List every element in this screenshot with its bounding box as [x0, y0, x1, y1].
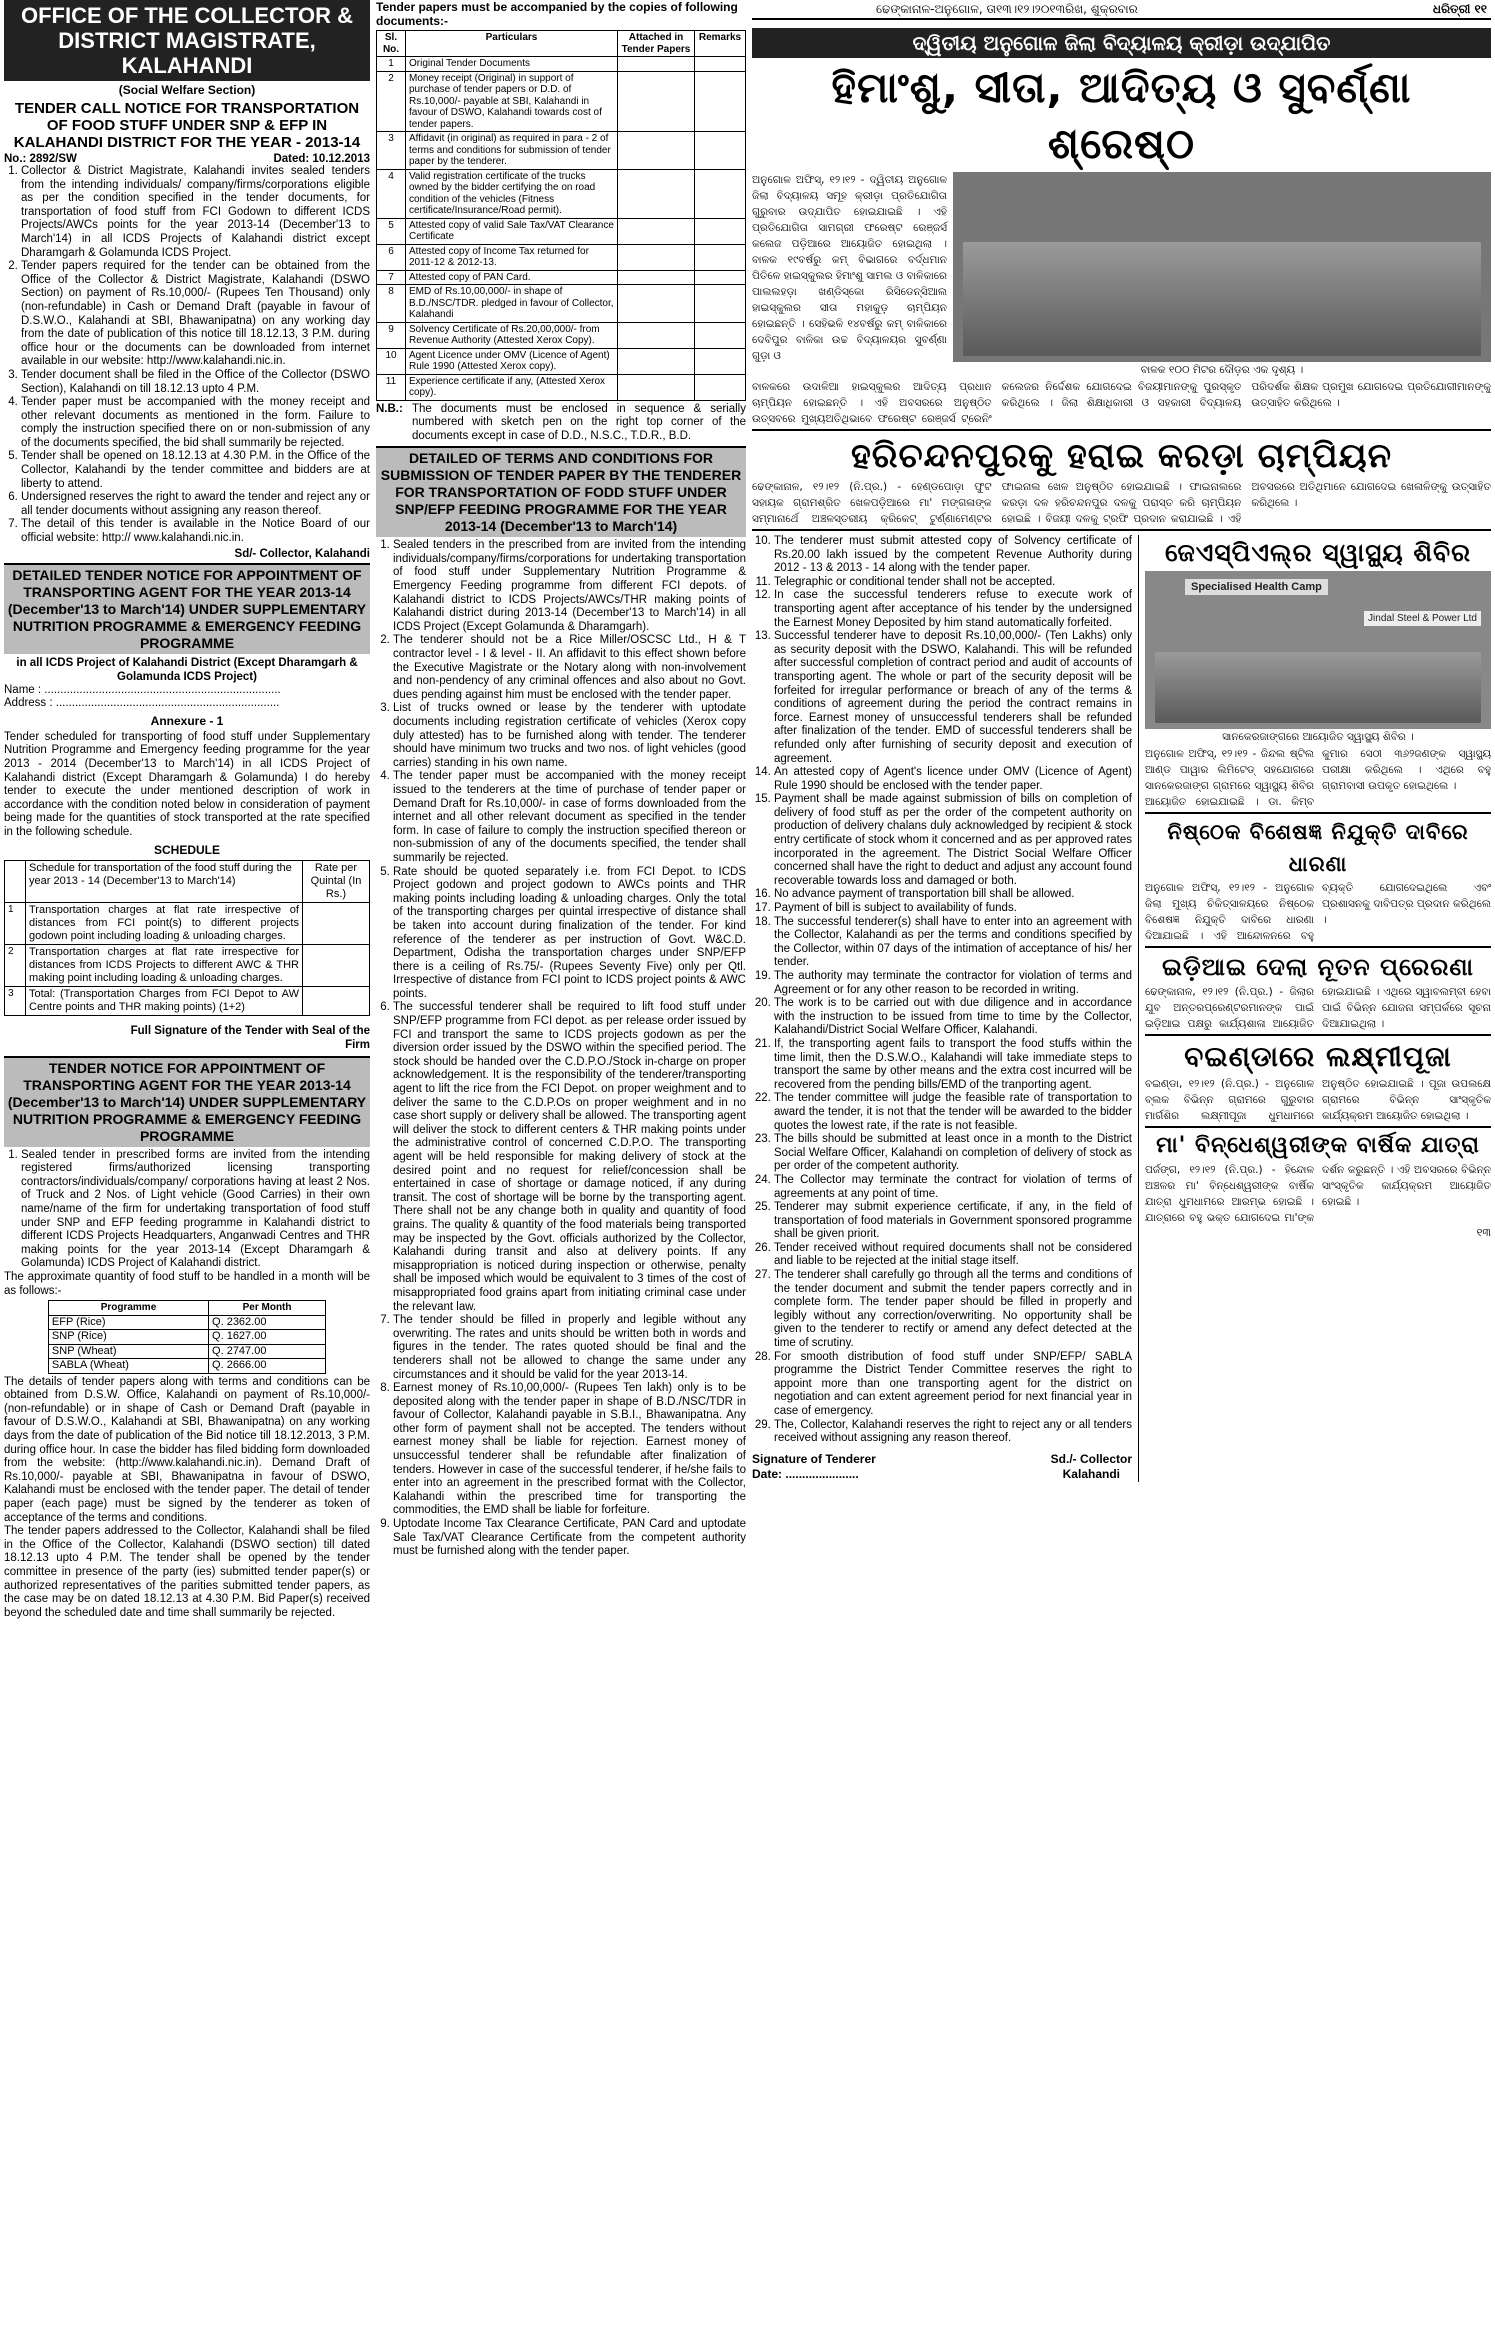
- qty-programme: SABLA (Wheat): [48, 1359, 208, 1374]
- doc-sl: 6: [377, 244, 406, 270]
- annexure-text: Tender scheduled for transporting of food stuff under Supplementary Nutrition Programme and Emergency feeding programme for the year 2013 - 2014 (December'13 to March'14) in all ICDS Project of Kalahandi district (Except Dharamgarh & Golamunda) I do hereby tender to execute the under mentioned description of work in accordance with the condition noted below in consideration of payment being made for the quantities of stock transported at the rate specified in the following schedule.: [4, 730, 370, 838]
- doc-row: [377, 71, 746, 132]
- term-item: 5. Rate should be quoted separately i.e. from FCI Depot. to ICDS Project godown and project godown to AWCs points and THR making points including loading & unloading charges. Only the total of the transporting charges per quintal irrespective of distance shall be taken into account during finalization of the tender. For kind reference of the tenderer as per instruction of Govt. W&C.D. Department, Odisha the transportation charges under SNP/EFP there is a ceiling of Rs.75/- (Rupees Seventy Five) only per Qtl. Irrespective of distance from FCI point to ICDS project points & AWC points.: [393, 866, 746, 1002]
- signature-collector: Sd./- Collector: [1050, 1451, 1132, 1466]
- doc-attached: [618, 169, 695, 218]
- doc-row: [377, 270, 746, 285]
- full-signature: Full Signature of the Tender with Seal of the Firm: [130, 1024, 370, 1051]
- nb-note: [376, 403, 746, 444]
- term-item: 4. The tender paper must be accompanied with the money receipt issued to the tenderers at the time of purchase of tender paper or Demand Draft for Rs.10,000/- in case of forms downloaded from the internet and all other relevant document as specified in the tender form. In case of failure to comply the instruction specified thereon or non-submission of any of the documents specified, the tender shall summarily be rejected.: [393, 770, 746, 865]
- health-photo-banner: Specialised Health Camp: [1185, 579, 1328, 595]
- lakshmi-headline: ବଇଣ୍ଡାରେ ଲକ୍ଷ୍ମୀପୂଜା: [1184, 1040, 1452, 1073]
- doc-row: [377, 132, 746, 170]
- terms-title: DETAILED OF TERMS AND CONDITIONS FOR SUBMISSION OF TENDER PAPER BY THE TENDERER FOR TRANSPORTATION OF FODD STUFF UNDER SNP/EFP FEEDING PROGRAMME FOR THE YEAR 2013-14 (December'13 to March'14): [376, 446, 746, 537]
- divider: [752, 429, 1491, 431]
- collector-signature: Sd/- Collector, Kalahandi: [234, 547, 370, 560]
- nb-label: N.B.:: [376, 402, 403, 415]
- doc-attached: [618, 285, 695, 323]
- doc-sl: 8: [377, 285, 406, 323]
- doc-remarks: [695, 218, 746, 244]
- name-line: Name : ..........................................................................: [4, 683, 281, 696]
- term-item: 18. The successful tenderer(s) shall have to enter into an agreement with the Collector, Kalahandi as per the terms and conditions specified by the Collector, within 07 days of the intimation of acceptance of his/ her tender.: [774, 916, 1132, 970]
- lower-section: [752, 535, 1491, 1482]
- schedule-title: SCHEDULE: [153, 842, 220, 857]
- doc-remarks: [695, 374, 746, 400]
- detailed-notice-title: DETAILED TENDER NOTICE FOR APPOINTMENT OF TRANSPORTING AGENT FOR THE YEAR 2013-14 (December'13 to March'14) UNDER SUPPLEMENTARY NUTRITION PROGRAMME & EMERGENCY FEEDING PROGRAMME: [4, 563, 370, 654]
- term-item: 9. Uptodate Income Tax Clearance Certificate, PAN Card and uptodate Sale Tax/VAT Clearance Certificate from the competent authority must be furnished along with the tender paper.: [393, 1518, 746, 1559]
- terms-list-continued: [752, 535, 1132, 1446]
- notice-point: 7. The detail of this tender is available in the Notice Board of our official website: http:// www.kalahandi.nic.in.: [21, 518, 370, 545]
- schedule-row-desc: Transportation charges at flat rate irrespective of distances from FCI point(s) to different projects godown point including loading & unloading charges.: [26, 902, 303, 944]
- dharna-headline: ନିଷ୍ଠେକ ବିଶେଷଜ୍ଞ ନିଯୁକ୍ତି ଦାବିରେ ଧାରଣା: [1167, 820, 1469, 876]
- schedule-table: [4, 860, 370, 1016]
- header-date: ଢେଙ୍କାନାଳ-ଅନୁଗୋଳ, ତା୧୩।୧୨।୨୦୧୩ରିଖ, ଶୁକ୍ରବାର: [876, 2, 1138, 16]
- term-item: 22. The tender committee will judge the feasible rate of transportation to award the tender, it is not that the tender will be awarded to the bidder quotes the lowest rate, if the rate is not feasible.: [774, 1092, 1132, 1133]
- doc-sl: 5: [377, 218, 406, 244]
- term-item: 3. List of trucks owned or lease by the tenderer with uptodate documents including registration certificate of vehicles (Xerox copy duly attested) has to be furnished along with tender. The tenderer should have minimum two trucks and two nos. of light vehicles (good carries) standing in his own name.: [393, 702, 746, 770]
- column-1: [4, 0, 370, 2330]
- qty-head-programme: Programme: [48, 1301, 208, 1316]
- sports-photo-wrap: [953, 172, 1491, 377]
- notice2-qty-intro: The approximate quantity of food stuff to be handled in a month will be as follows:-: [4, 1270, 370, 1297]
- section-subtitle: (Social Welfare Section): [118, 83, 256, 97]
- sports-caption: ବାଳକ ୧୦୦ ମିଟର ଦୌଡ଼ର ଏକ ଦୃଶ୍ୟ ।: [1140, 364, 1304, 376]
- term-item: 12. In case the successful tenderers refuse to execute work of transporting agent after acceptance of his tender by the undersigned the Earnest Money Deposited by him stand automatically forfeited.: [774, 589, 1132, 630]
- doc-particulars: Experience certificate if any, (Attested Xerox copy).: [406, 374, 618, 400]
- doc-attached: [618, 374, 695, 400]
- health-caption: ସାନକେରଜାଙ୍ଗରେ ଆୟୋଜିତ ସ୍ୱାସ୍ଥ୍ୟ ଶିବିର ।: [1222, 731, 1414, 743]
- doc-row: [377, 218, 746, 244]
- divider: [752, 529, 1491, 531]
- doc-head-remarks: Remarks: [695, 31, 746, 57]
- sports-headline: ହିମାଂଶୁ, ସୀତା, ଆଦିତ୍ୟ ଓ ସୁବର୍ଣ୍ଣା ଶ୍ରେଷ୍ଠ: [831, 63, 1412, 168]
- schedule-row: [5, 986, 370, 1015]
- doc-remarks: [695, 57, 746, 72]
- signature-date: Date: ......................: [752, 1466, 859, 1481]
- term-item: 11. Telegraphic or conditional tender shall not be accepted.: [774, 576, 1132, 590]
- qty-per-month: Q. 2747.00: [209, 1344, 326, 1359]
- term-item: 21. If, the transporting agent fails to transport the food stuffs within the time limit, then the D.S.W.O., Kalahandi will take immediate steps to transport the same by other means and the extra cost incurred will be recovered from the pending bills/EMD of the tranporting agent.: [774, 1038, 1132, 1092]
- term-item: 29. The, Collector, Kalahandi reserves the right to reject any or all tenders received without assigning any reason thereof.: [774, 1419, 1132, 1446]
- schedule-head-rate: Rate per Quintal (In Rs.): [303, 860, 370, 902]
- sports-story-cont: ବାଳକରେ ଉଦାଳିଆ ହାଇସ୍କୁଲର ଆଦିତ୍ୟ ପ୍ରଧାନ ଚାମ୍ପିୟନ ହୋଇଛନ୍ତି । ଏହି ଅବସରରେ ଅନୁଷ୍ଠିତ ଉତ୍ସବରେ ମୁଖ୍ୟଅତିଥିଭାବେ ଫରେଷ୍ଟ ରେଞ୍ଜର୍ସ ଟ୍ରେନିଂ କଲେଜର ନିର୍ଦ୍ଦେଶକ ଯୋଗଦେଇ ବିଜୟୀମାନଙ୍କୁ ପୁରସ୍କୃତ କରିଥିଲେ । ଜିଲା ଶିକ୍ଷାଧିକାରୀ ଓ ସହକାରୀ ବିଦ୍ୟାଳୟ ପରିଦର୍ଶକ ଶିକ୍ଷକ ପ୍ରମୁଖ ଯୋଗଦେଇ ପ୍ରତିଯୋଗୀମାନଙ୍କୁ ଉତ୍ସାହିତ କରିଥିଲେ ।: [752, 381, 1491, 425]
- cricket-story: ଢେଙ୍କାନାଳ, ୧୨।୧୨ (ନି.ପ୍ର.) - ହେଣ୍ଡପୋଡ଼ା ଫୁଟ ସହାୟକ ଗ୍ରାମଶ୍ରିତ ଖେଳପଡ଼ିଆରେ ମା' ମଙ୍ଗଳାଙ୍କ ସମ୍ମାନାର୍ଥେ ଅଞ୍ଚଳସ୍ତରୀୟ କ୍ରିକେଟ୍ ଟୁର୍ଣ୍ଣାମେଣ୍ଟର ଫାଇନାଲ ଖେଳ ଅନୁଷ୍ଠିତ ହୋଇଯାଇଛି । ଫାଇନାଲରେ କରଡ଼ା ଦଳ ହରିଚନ୍ଦନପୁର ଦଳକୁ ପରାସ୍ତ କରି ଚାମ୍ପିୟନ ହୋଇଛି । ବିଜୟୀ ଦଳକୁ ଟ୍ରଫି ପ୍ରଦାନ କରାଯାଇଛି । ଏହି ଅବସରରେ ଅତିଥିମାନେ ଯୋଗଦେଇ ଖେଳାଳିଙ୍କୁ ଉତ୍ସାହିତ କରିଥିଲେ ।: [752, 481, 1491, 525]
- doc-sl: 11: [377, 374, 406, 400]
- term-item: 6. The successful tenderer shall be required to lift food stuff under SNP/EFP programme from FCI depot. as per release order issued by FCI and transport the same to ICDS projects godown as per the diversion order issued by the DSWO within the specified period. The stock should be handed over the C.D.P.O./Stock in-charge on proper acknowledgement. It is the responsibility of the tenderer/transporting agent to lift the rice from the FCI Depot. on proper weighment and to deliver the same to the C.D.P.Os on proper weighment and in no case short supply or delivery shall be allowed. The transporting agent will deliver the stock to different centers & THR making points under the administrative control of concerned C.D.P.O. The transporting agent will be held responsible for making delivery of stock at the desired point and no request for relief/concession shall be entertained in case of shortage or damage noticed, if any during transit. The cost of shortage will be borne by the transporting agent. There shall not be any change both in quality and quantity of food grains. The quality & quantity of the food materials being transported may be inspected by the Govt. officials authorized by the Collector, Kalahandi during transit and also at delivery points. If any misappropriation is noticed during inspection or otherwise, penalty shall be imposed which would be equivalent to 3 times of the cost of misappropriated food grains apart from initiating criminal case under the relevant law.: [393, 1001, 746, 1314]
- qty-programme: SNP (Rice): [48, 1330, 208, 1345]
- terms-continued: [752, 535, 1139, 1482]
- term-item: 14. An attested copy of Agent's licence under OMV (Licence of Agent) Rule 1990 should be enclosed with the tender paper.: [774, 766, 1132, 793]
- term-item: 25. Tenderer may submit experience certificate, if any, in the field of transportation of food materials in Government sponsored programme shall be given priorit.: [774, 1201, 1132, 1242]
- header-page-no: ଧରିତ୍ରୀ ୧୧: [1432, 2, 1487, 16]
- qty-programme: EFP (Rice): [48, 1315, 208, 1330]
- doc-row: [377, 374, 746, 400]
- schedule-row: [5, 944, 370, 986]
- doc-attached: [618, 71, 695, 132]
- notice-number: No.: 2892/SW: [4, 153, 77, 165]
- term-item: 24. The Collector may terminate the contract for violation of terms of agreements at any point of time.: [774, 1174, 1132, 1201]
- term-item: 17. Payment of bill is subject to availability of funds.: [774, 902, 1132, 916]
- sports-banner: ଦ୍ୱିତୀୟ ଅନୁଗୋଳ ଜିଲା ବିଦ୍ୟାଳୟ କ୍ରୀଡ଼ା ଉଦ୍‌ଯାପିତ: [752, 28, 1491, 58]
- doc-particulars: Affidavit (in original) as required in para - 2 of terms and conditions for submission of tender paper by the tenderer.: [406, 132, 618, 170]
- doc-row: [377, 285, 746, 323]
- doc-row: [377, 244, 746, 270]
- term-item: 8. Earnest money of Rs.10,00,000/- (Rupees Ten lakh) only is to be deposited along with the tender paper in shape of B.D./NSC/TDR in favour of Collector, Kalahandi payable in S.B.I., Bhawanipatna. Any other form of payment shall not be accepted. The tenders without earnest money shall be liable for rejection. Earnest money of unsuccessful tenderer shall be refundable after finalization of tenders. However in case of the successful tenderer, if he/she fails to enter into an agreement in the prescribed format with the Collector, Kalahandi within the prescribed time for transporting the commodities, the EMD shall be liable for forfeiture.: [393, 1382, 746, 1518]
- doc-row: [377, 169, 746, 218]
- term-item: 28. For smooth distribution of food stuff under SNP/EFP/ SABLA programme the District Tender Committee reserves the right to appoint more than one transporting agent for the district on negotiation and can extent agreement period for next financial year in case of emergency.: [774, 1351, 1132, 1419]
- doc-particulars: Valid registration certificate of the trucks owned by the bidder certifying the on road condition of the vehicles (Fitness certificate/Insurance/Road permit).: [406, 169, 618, 218]
- schedule-head-desc: Schedule for transportation of the food stuff during the year 2013 - 14 (December'13 to March'14): [26, 860, 303, 902]
- lakshmi-story: ବଇଣ୍ଡା, ୧୨।୧୨ (ନି.ପ୍ର.) - ଅନୁଗୋଳ ବ୍ଲକ ବିଭିନ୍ନ ଗ୍ରାମରେ ଗୁରୁବାର ମାର୍ଗଶିର ଲକ୍ଷ୍ମୀପୂଜା ଧୁମଧାମରେ ଅନୁଷ୍ଠିତ ହୋଇଯାଇଛି । ପୂଜା ଉପଲକ୍ଷେ ଗ୍ରାମରେ ବିଭିନ୍ନ ସାଂସ୍କୃତିକ କାର୍ଯ୍ୟକ୍ରମ ଆୟୋଜିତ ହୋଇଥିଲା ।: [1145, 1078, 1491, 1122]
- signature-tenderer: Signature of Tenderer: [752, 1451, 876, 1466]
- side-stories: [1145, 535, 1491, 1482]
- documents-intro: Tender papers must be accompanied by the copies of following documents:-: [376, 0, 738, 28]
- schedule-row-no: 2: [5, 944, 26, 986]
- doc-attached: [618, 270, 695, 285]
- term-item: 27. The tenderer shall carefully go through all the terms and conditions of the tender document and submit the tender papers correctly and in complete form. The tender paper should be filled in properly and legibly without any correction/overwriting. No opportunity shall be given to the tenderer to rectify or amend any defect detected at the time of scrutiny.: [774, 1269, 1132, 1351]
- doc-remarks: [695, 322, 746, 348]
- term-item: 13. Successful tenderer have to deposit Rs.10,00,000/- (Ten Lakhs) only as security deposit with the DSWO, Kalahandi. This will be refunded after successful completion of contract period and audit of accounts of transporting agent. The whole or part of the security deposit will be forfeited for irregular performance or breach of any of the terms & conditions of agreement during the period the contract remains in force. Earnest money of unsuccessful tenderers shall be refunded after finalization of the tender. EMD of successful tenderers shall be refunded only after furnishing of security deposit and execution of agreement.: [774, 630, 1132, 766]
- doc-remarks: [695, 270, 746, 285]
- doc-attached: [618, 348, 695, 374]
- notice-title: TENDER CALL NOTICE FOR TRANSPORTATION OF FOOD STUFF UNDER SNP & EFP IN KALAHANDI DISTRICT FOR THE YEAR - 2013-14: [13, 100, 361, 151]
- schedule-row-no: 3: [5, 986, 26, 1015]
- doc-remarks: [695, 285, 746, 323]
- qty-head-per-month: Per Month: [209, 1301, 326, 1316]
- doc-remarks: [695, 132, 746, 170]
- doc-sl: 9: [377, 322, 406, 348]
- doc-attached: [618, 57, 695, 72]
- health-photo-sign: Jindal Steel & Power Ltd: [1364, 611, 1481, 626]
- term-item: 15. Payment shall be made against submission of bills on completion of delivery of food stuff as per the order of the competent authority on production of delivery chalans duly acknowledged by recipient & stock entry certificate of stock whom it concerned and as per approved rates incorporated in the agreement. The District Social Welfare Officer concerned shall have the right to deduct and adjust any account found recoverable towards loss and damaged or both.: [774, 793, 1132, 888]
- term-item: 1. Sealed tenders in the prescribed from are invited from the intending individuals/company/firms/corporations for undertaking transportation of food stuff under Supplementary Nutrition Programme & Emergency Feeding programme from different FCI depots. of Kalahandi district to ICDS Projects/AWCs/THR making points of Kalahandi district during 2013-14 (December'13 to March'14) in all ICDS Project (Except Golamunda & Dharamgarh).: [393, 539, 746, 634]
- doc-remarks: [695, 244, 746, 270]
- qty-row: [48, 1315, 325, 1330]
- notice2-details: The details of tender papers along with terms and conditions can be obtained from D.S.W. Office, Kalahandi on payment of Rs.10,000/- (non-refundable) or in shape of Cash or Demand Draft (payable in favour of D.S.W.O., Kalahandi at SBI, Bhawanipatna) on any working days from the date of publication of the Bid notice till 18.12.2013, 3 P.M. during office hour. In case the bidder has filed bidding form downloaded from the website: (http://www.kalahandi.nic.in). Demand Draft of Rs.10,000/- payable at SBI, Bhawanipatna in favour of DSWO, Kalahandi must be enclosed with the tender paper. The detail of tender paper (each page) must be signed by the tenderer as token of acceptance of the terms and conditions.: [4, 1375, 370, 1524]
- schedule-row-rate: [303, 902, 370, 944]
- documents-table: [376, 30, 746, 401]
- health-headline: ଜେଏସ୍‌ପିଏଲ୍‌ର ସ୍ୱାସ୍ଥ୍ୟ ଶିବିର: [1164, 538, 1472, 567]
- notice2-filing: The tender papers addressed to the Collector, Kalahandi shall be filed in the Office of the Collector, Kalahandi (DSWO section) till dated 18.12.13 upto 4 P.M. The tender shall be opened by the tender committee in presence of the party (ies) submitted tender paper(s) or authorized representatives of the parities submitted tender papers, as the case may be on dated 18.12.13 at 4.30 P.M. Bid Paper(s) received beyond the scheduled date and time shall summarily be rejected.: [4, 1525, 370, 1619]
- schedule-row-desc: Transportation charges at flat rate irrespective for distances from ICDS Projects to different AWC & THR making point including loading & unloading charges.: [26, 944, 303, 986]
- qty-row: [48, 1359, 325, 1374]
- qty-per-month: Q. 2362.00: [209, 1315, 326, 1330]
- term-item: 19. The authority may terminate the contractor for violation of terms and Agreement or for any other reason to be recorded in writing.: [774, 970, 1132, 997]
- notice-point: 2. Tender papers required for the tender can be obtained from the Office of the Collector & District Magistrate, Kalahandi (DSWO Section) on payment of Rs.10,000/- (Rupees Ten Thousand) only (non-refundable) in Cash or Demand Draft (payable in favour of D.S.W.O., Kalahandi at SBI, Bhawanipatna) on any working day from the date of publication of this notice till 18.12.13, 3 P.M. during office hour or the documents can be downloaded from internet available in our website: http://www.kalahandi.nic.in.: [21, 260, 370, 369]
- term-item: 7. The tender should be filled in properly and legible without any overwriting. The rates and units should be written both in words and figures in the tender. The rates quoted should be final and the tenderers shall not be allowed to change the same under any circumstances and it should be valid for the year 2013-14.: [393, 1314, 746, 1382]
- sports-story: [752, 172, 1491, 377]
- sports-story-text: ଅନୁଗୋଳ ଅଫିସ୍, ୧୨।୧୨ - ଦ୍ୱିତୀୟ ଅନୁଗୋଳ ଜିଲା ବିଦ୍ୟାଳୟ ସମୂହ କ୍ରୀଡ଼ା ପ୍ରତିଯୋଗିତା ଗୁରୁବାର ଉଦ୍‌ଯାପିତ ହୋଇଯାଇଛି । ଏହି ପ୍ରତିଯୋଗିତା ସାମଗ୍ରୀ ଫରେଷ୍ଟ ରେଞ୍ଜର୍ସ କଲେଜ ପଡ଼ିଆରେ ଆୟୋଜିତ ହୋଇଥିଲା । ବାଳକ ୧୯ବର୍ଷରୁ କମ୍ ବିଭାଗରେ ବର୍ଦ୍ଧମାନ ପିତିଳେ ହାଇସ୍କୁଲର ହିମାଂଶୁ ସାମଲ ଓ ବାଳିକାରେ ପାଲଲହଡ଼ା ଖଣ୍ଡିସ୍କୋ ରିସିଡେନ୍ସିଆଲ ହାଇସ୍କୁଲର ସୀତା ମହାକୁଡ଼ ଚାମ୍ପିୟନ ହୋଇଛନ୍ତି । ସେହିଭଳି ୧୪ବର୍ଷରୁ କମ୍ ବାଳିକାରେ ଦେବିପୁର ବାଳିକା ଉଚ୍ଚ ବିଦ୍ୟାଳୟର ସୁବର୍ଣ୍ଣା ଗୁଡ଼ା ଓ: [752, 174, 947, 362]
- doc-particulars: Solvency Certificate of Rs.20,00,000/- from Revenue Authority (Attested Xerox Copy).: [406, 322, 618, 348]
- term-item: 16. No advance payment of transportation bill shall be allowed.: [774, 888, 1132, 902]
- doc-attached: [618, 322, 695, 348]
- doc-sl: 2: [377, 71, 406, 132]
- schedule-row-rate: [303, 986, 370, 1015]
- doc-particulars: EMD of Rs.10,00,000/- in shape of B.D./NSC/TDR. pledged in favour of Collector, Kalahandi: [406, 285, 618, 323]
- address-line: Address : ......................................................................: [4, 697, 280, 710]
- notice-point: 5. Tender shall be opened on 18.12.13 at 4.30 P.M. in the Office of the Collector, Kalahandi by the tender committee and bidders are at liberty to attend.: [21, 450, 370, 491]
- edi-headline: ଇଡ଼ିଆଇ ଦେଲା ନୂତନ ପ୍ରେରଣା: [1161, 953, 1475, 981]
- qty-per-month: Q. 2666.00: [209, 1359, 326, 1374]
- health-photo: [1145, 571, 1491, 729]
- doc-particulars: Attested copy of Income Tax returned for 2011-12 & 2012-13.: [406, 244, 618, 270]
- office-title: OFFICE OF THE COLLECTOR & DISTRICT MAGISTRATE, KALAHANDI: [4, 0, 370, 81]
- notice-date: Dated: 10.12.2013: [273, 153, 370, 165]
- term-item: 2. The tenderer should not be a Rice Miller/OSCSC Ltd., H & T contractor level - I & level - II. An affidavit to this effect shown before the Executive Magistrate or the Notary along with non-involvement and non-pendency of any criminal offences and also about no Govt. dues pending against him must be enclosed with the tender paper.: [393, 634, 746, 702]
- page-header: [752, 0, 1491, 20]
- notice2-point: 1. Sealed tender in prescribed forms are invited from the intending registered firms/authorized licensing transporting contractors/individuals/company/ corporations having at least 2 Nos. of Truck and 2 Nos. of Light vehicle (Good Carries) in their own name/name of the firm for undertaking transportation of food stuff under SNP and EFP feeding programme in Kalahandi district to different ICDS Projects Headquarters, Anganwadi Centres and THR making points for the year 2013-14 (Except Dharamgarh & Golamunda) ICDS Project of Kalahandi district.: [21, 1149, 370, 1271]
- yatra-story: ପର୍ଜଙ୍ଗ, ୧୨।୧୨ (ନି.ପ୍ର.) - ହିନ୍ଦୋଳ ଅଞ୍ଚଳର ମା' ବିନ୍ଧେଶ୍ୱରୀଙ୍କ ବାର୍ଷିକ ଯାତ୍ରା ଧୁମଧାମରେ ଆରମ୍ଭ ହୋଇଛି । ଯାତ୍ରାରେ ବହୁ ଭକ୍ତ ଯୋଗଦେଇ ମା'ଙ୍କ ଦର୍ଶନ କରୁଛନ୍ତି । ଏହି ଅବସରରେ ବିଭିନ୍ନ ସାଂସ୍କୃତିକ କାର୍ଯ୍ୟକ୍ରମ ଆୟୋଜିତ ହୋଇଛି ।: [1145, 1164, 1491, 1224]
- notice-point: 1. Collector & District Magistrate, Kalahandi invites sealed tenders from the intending individuals/ company/firms/corporations eligible as per the condition specified in the tender documents, for transportation of food stuff from FCI Godown to different ICDS Projects/AWCs points for the year 2013-14 (December'13 to March'14) in all ICDS Projects of Kalahandi district except Dharamgarh & Golamunda ICDS Project.: [21, 165, 370, 260]
- doc-head-particulars: Particulars: [406, 31, 618, 57]
- term-item: 20. The work is to be carried out with due diligence and in accordance with the instruction to be issued from time to time by the Collector, Kalahandi/District Social Welfare Officer, Kalahandi.: [774, 997, 1132, 1038]
- notice-ref: [4, 153, 370, 165]
- doc-head-sl: Sl. No.: [377, 31, 406, 57]
- doc-attached: [618, 218, 695, 244]
- yatra-headline: ମା' ବିନ୍ଧେଶ୍ୱରୀଙ୍କ ବାର୍ଷିକ ଯାତ୍ରା: [1156, 1133, 1480, 1158]
- doc-row: [377, 57, 746, 72]
- qty-per-month: Q. 1627.00: [209, 1330, 326, 1345]
- schedule-row-rate: [303, 944, 370, 986]
- doc-particulars: Money receipt (Original) in support of purchase of tender papers or D.D. of Rs.10,000/- payable at SBI, Kalahandi in favour of DSWO, Kalahandi towards cost of tender papers.: [406, 71, 618, 132]
- doc-remarks: [695, 169, 746, 218]
- doc-attached: [618, 244, 695, 270]
- doc-row: [377, 348, 746, 374]
- doc-sl: 1: [377, 57, 406, 72]
- term-item: 26. Tender received without required documents shall not be considered and liable to be rejected at the initial stage itself.: [774, 1242, 1132, 1269]
- doc-sl: 7: [377, 270, 406, 285]
- qty-table: [48, 1300, 326, 1374]
- doc-remarks: [695, 348, 746, 374]
- term-item: 10. The tenderer must submit attested copy of Solvency certificate of Rs.20.00 lakh issued by the competent Revenue Authority during 2012 - 13 & 2013 - 14 along with the tender paper.: [774, 535, 1132, 576]
- doc-sl: 4: [377, 169, 406, 218]
- notice-point: 4. Tender paper must be accompanied with the money receipt and other relevant documents as mentioned in the form. Failure to comply the instruction specified there on or non-submission of any of the documents specified, the bid shall summarily be rejected.: [21, 396, 370, 450]
- term-item: 23. The bills should be submitted at least once in a month to the District Social Welfare Officer, Kalahandi on completion of delivery of stock as per order of the competent authority.: [774, 1133, 1132, 1174]
- doc-sl: 3: [377, 132, 406, 170]
- terms-list: [376, 539, 746, 1559]
- schedule-row-no: 1: [5, 902, 26, 944]
- qty-programme: SNP (Wheat): [48, 1344, 208, 1359]
- schedule-row: [5, 902, 370, 944]
- doc-head-attached: Attached in Tender Papers: [618, 31, 695, 57]
- detailed-notice-sub: in all ICDS Project of Kalahandi District (Except Dharamgarh & Golamunda ICDS Project): [16, 656, 358, 683]
- qty-row: [48, 1330, 325, 1345]
- column-2: [376, 0, 746, 2330]
- nb-text: The documents must be enclosed in sequence & serially numbered with sketch pen on the right top corner of the documents except in case of D.D., N.S.C., T.D.R., B.D.: [412, 402, 746, 442]
- cricket-headline: ହରିଚନ୍ଦନପୁରକୁ ହରାଇ କରଡ଼ା ଚାମ୍ପିୟନ: [850, 436, 1393, 476]
- sports-photo: [953, 172, 1491, 362]
- notice2-list: [4, 1149, 370, 1271]
- notice-point: 3. Tender document shall be filed in the Office of the Collector (DSWO Section), Kalahandi on till 18.12.13 upto 4 P.M.: [21, 369, 370, 396]
- annexure-label: Annexure - 1: [150, 713, 224, 728]
- doc-particulars: Original Tender Documents: [406, 57, 618, 72]
- page-end: ୧୩: [1476, 1226, 1491, 1239]
- edi-story: ଢେଙ୍କାନାଳ, ୧୨।୧୨ (ନି.ପ୍ର.) - ଜିଲାର ଯୁବ ଅନ୍ତରପ୍ରେଣ୍ଟରମାନଙ୍କ ପାଇଁ ଇଡ଼ିଆଇ ପକ୍ଷରୁ କାର୍ଯ୍ୟଶାଳା ଆୟୋଜିତ ହୋଇଯାଇଛି । ଏଥିରେ ସ୍ୱାବଲମ୍ବୀ ହେବା ପାଇଁ ବିଭିନ୍ନ ଯୋଜନା ସମ୍ପର୍କରେ ସୂଚନା ଦିଆଯାଇଥିଲା ।: [1145, 986, 1491, 1030]
- doc-attached: [618, 132, 695, 170]
- dharna-story: ଅନୁଗୋଳ ଅଫିସ୍, ୧୨।୧୨ - ଅନୁଗୋଳ ଜିଲା ମୁଖ୍ୟ ଚିକିତ୍ସାଳୟରେ ନିଷ୍ଠେକ ବିଶେଷଜ୍ଞ ନିଯୁକ୍ତି ଦାବିରେ ଧାରଣା ଦିଆଯାଇଛି । ଏହି ଆନ୍ଦୋଳନରେ ବହୁ ବ୍ୟକ୍ତି ଯୋଗଦେଇଥିଲେ ଏବଂ ପ୍ରଶାସନକୁ ଦାବିପତ୍ର ପ୍ରଦାନ କରିଥିଲେ ।: [1145, 882, 1491, 942]
- signature-block: [752, 1452, 1132, 1482]
- doc-particulars: Attested copy of PAN Card.: [406, 270, 618, 285]
- health-story: ଅନୁଗୋଳ ଅଫିସ୍, ୧୨।୧୨ - ଜିନ୍ଦଲ ଷ୍ଟିଲ ଆଣ୍ଡ ପାୱାର ଲିମିଟେଡ୍ ସହଯୋଗରେ ସାନକେରଜାଙ୍ଗ ଗ୍ରାମରେ ସ୍ୱାସ୍ଥ୍ୟ ଶିବିର ଆୟୋଜିତ ହୋଇଯାଇଛି । ଡା. କିମ୍ବ କୁମାର ସେଠୀ ୩୬୨ଜଣଙ୍କ ସ୍ୱାସ୍ଥ୍ୟ ପରୀକ୍ଷା କରିଥିଲେ । ଏଥିରେ ବହୁ ଗ୍ରାମବାସୀ ଉପକୃତ ହୋଇଥିଲେ ।: [1145, 748, 1491, 808]
- doc-particulars: Attested copy of valid Sale Tax/VAT Clearance Certificate: [406, 218, 618, 244]
- schedule-row-desc: Total: (Transportation Charges from FCI Depot to AW Centre points and THR making points) (1+2): [26, 986, 303, 1015]
- column-3: [752, 0, 1491, 2330]
- doc-row: [377, 322, 746, 348]
- notice-point: 6. Undersigned reserves the right to award the tender and reject any or all tender documents without assigning any reason thereof.: [21, 491, 370, 518]
- doc-remarks: [695, 71, 746, 132]
- doc-sl: 10: [377, 348, 406, 374]
- notice-points: [4, 165, 370, 546]
- signature-kalahandi: Kalahandi: [1062, 1466, 1120, 1481]
- doc-particulars: Agent Licence under OMV (Licence of Agent) Rule 1990 (Attested Xerox copy).: [406, 348, 618, 374]
- notice2-title: TENDER NOTICE FOR APPOINTMENT OF TRANSPORTING AGENT FOR THE YEAR 2013-14 (December'13 to March'14) UNDER SUPPLEMENTARY NUTRITION PROGRAMME & EMERGENCY FEEDING PROGRAMME: [4, 1056, 370, 1147]
- qty-row: [48, 1344, 325, 1359]
